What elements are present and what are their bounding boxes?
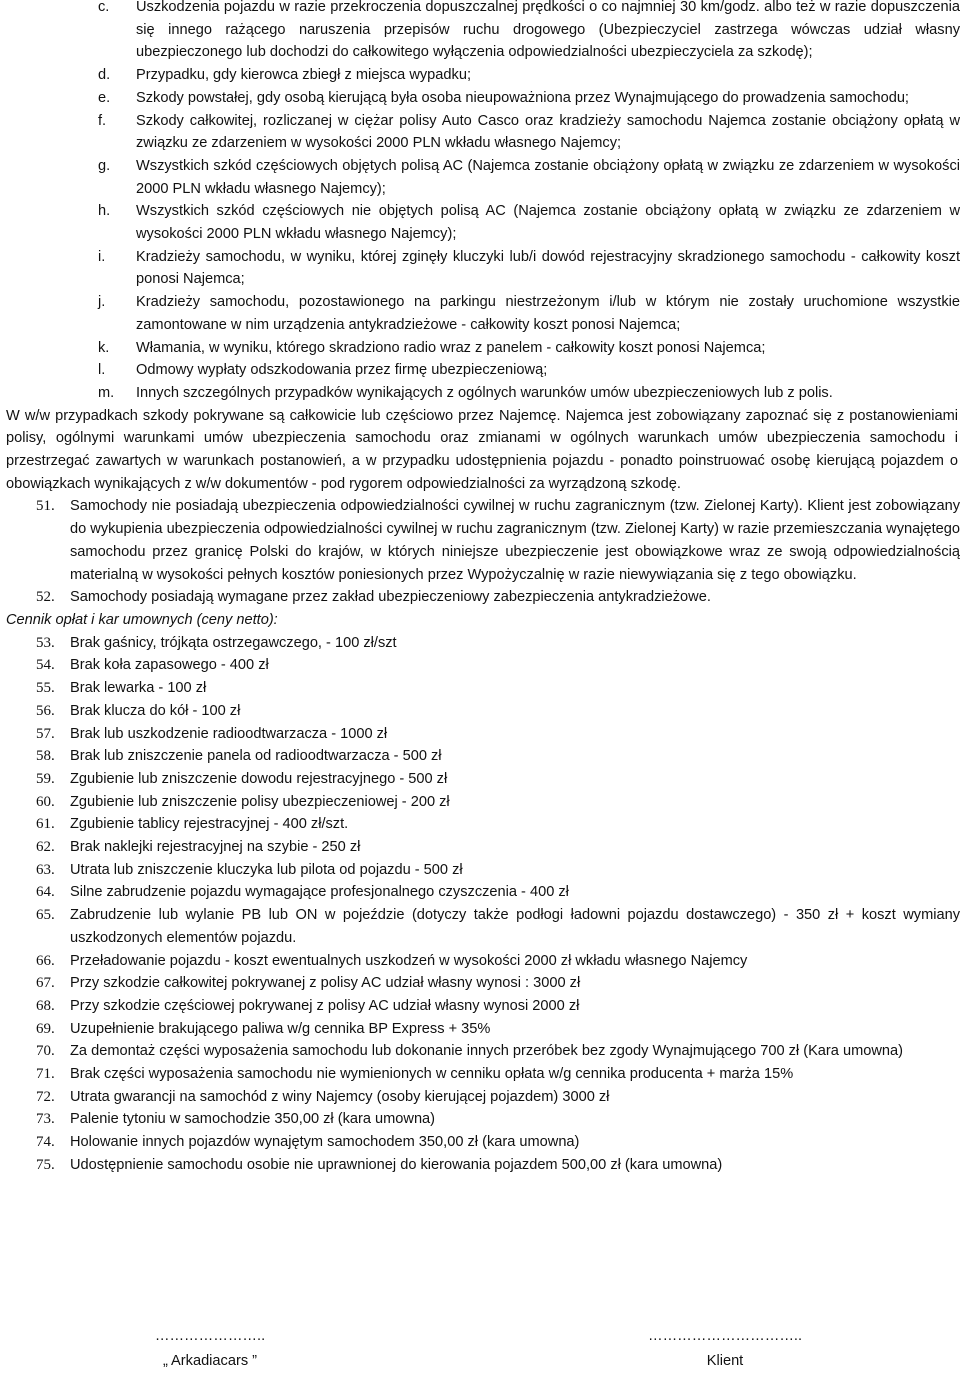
price-item	[36, 791, 960, 814]
price-item	[36, 723, 960, 746]
clause-item	[36, 586, 960, 609]
exclusion-item-marker: k.	[98, 339, 110, 356]
price-item-marker: 75.	[36, 1156, 55, 1173]
price-item-text: Przy szkodzie częściowej pokrywanej z polisy AC udział własny wynosi 2000 zł	[70, 997, 580, 1014]
price-item	[36, 632, 960, 655]
price-item-marker: 66.	[36, 952, 55, 969]
price-item	[36, 995, 960, 1018]
price-item-marker: 65.	[36, 907, 55, 924]
price-item-text: Utrata gwarancji na samochód z winy Najemcy (osoby kierującej pojazdem) 3000 zł	[70, 1088, 610, 1105]
exclusion-item-marker: l.	[98, 362, 106, 379]
exclusion-item-marker: h.	[98, 203, 111, 220]
price-list	[6, 632, 960, 1177]
exclusion-item-text: Wszystkich szkód częściowych objętych polisą AC (Najemca zostanie obciążony opłatą w związku ze zdarzeniem w wysokości 2000 PLN wkładu własnego Najemcy);	[136, 157, 960, 197]
clause-item-text: Samochody posiadają wymagane przez zakład ubezpieczeniowy zabezpieczenia antykradzieżowe.	[70, 589, 711, 606]
exclusions-list	[6, 0, 960, 405]
price-item-text: Zgubienie tablicy rejestracyjnej - 400 zł/szt.	[70, 816, 349, 833]
price-item	[36, 836, 960, 859]
price-item	[36, 1154, 960, 1177]
price-item-text: Utrata lub zniszczenie kluczyka lub pilota od pojazdu - 500 zł	[70, 861, 463, 878]
clause-item	[36, 495, 960, 586]
insurance-clauses-list	[6, 495, 960, 609]
price-item-text: Brak naklejki rejestracyjnej na szybie - 250 zł	[70, 839, 361, 856]
price-item-text: Przeładowanie pojazdu - koszt ewentualnych uszkodzeń w wysokości 2000 zł wkładu własnego Najemcy	[70, 952, 748, 969]
price-item-text: Silne zabrudzenie pojazdu wymagające profesjonalnego czyszczenia - 400 zł	[70, 884, 569, 901]
price-item	[36, 745, 960, 768]
price-item-marker: 70.	[36, 1043, 55, 1060]
price-item-text: Przy szkodzie całkowitej pokrywanej z polisy AC udział własny wynosi : 3000 zł	[70, 975, 581, 992]
price-item-marker: 53.	[36, 634, 55, 651]
price-item-text: Brak koła zapasowego - 400 zł	[70, 657, 269, 674]
price-item-marker: 63.	[36, 861, 55, 878]
exclusion-item-text: Kradzieży samochodu, pozostawionego na parkingu niestrzeżonym i/lub w którym nie zostały uruchomione wszystkie zamontowane w nim urządzenia antykradzieżowe - całkowity koszt ponosi Najemca;	[136, 294, 960, 333]
price-item-text: Za demontaż części wyposażenia samochodu lub dokonanie innych przeróbek bez zgody Wynajmującego 700 zł (Kara umowna)	[70, 1043, 903, 1060]
exclusion-item-text: Włamania, w wyniku, którego skradziono radio wraz z panelem - całkowity koszt ponosi Najemca;	[136, 339, 766, 356]
exclusion-item	[98, 87, 960, 110]
price-item-text: Udostępnienie samochodu osobie nie uprawnionej do kierowania pojazdem 500,00 zł (kara umowna)	[70, 1156, 723, 1173]
exclusion-item	[98, 291, 960, 336]
price-item-marker: 58.	[36, 748, 55, 765]
price-item-marker: 64.	[36, 884, 55, 901]
exclusion-item-text: Przypadku, gdy kierowca zbiegł z miejsca wypadku;	[136, 67, 471, 84]
signature-area	[0, 1325, 960, 1375]
price-item-marker: 73.	[36, 1111, 55, 1128]
exclusion-item	[98, 200, 960, 245]
price-item	[36, 950, 960, 973]
price-item-marker: 54.	[36, 657, 55, 674]
price-item	[36, 972, 960, 995]
price-item	[36, 1063, 960, 1086]
exclusion-item-marker: e.	[98, 89, 111, 106]
exclusion-item-text: Wszystkich szkód częściowych nie objętych polisą AC (Najemca zostanie obciążony opłatą w związku ze zdarzeniem w wysokości 2000 PLN wkładu własnego Najemcy);	[136, 203, 960, 243]
signature-line-client: …………………………..	[647, 1328, 803, 1344]
signature-company	[150, 1325, 270, 1372]
price-item-text: Brak lub uszkodzenie radioodtwarzacza - 1000 zł	[70, 725, 388, 742]
signature-line-company: …………………..	[154, 1328, 266, 1344]
price-item-marker: 74.	[36, 1134, 55, 1151]
price-item-marker: 62.	[36, 839, 55, 856]
price-item	[36, 813, 960, 836]
price-item-text: Palenie tytoniu w samochodzie 350,00 zł (kara umowna)	[70, 1111, 436, 1128]
price-item	[36, 881, 960, 904]
price-item	[36, 1086, 960, 1109]
price-item	[36, 700, 960, 723]
price-item-text: Zabrudzenie lub wylanie PB lub ON w pojeździe (dotyczy także podłogi ładowni pojazdu dostawczego) - 350 zł + koszt wymiany uszkodzonych elementów pojazdu.	[70, 907, 960, 946]
price-item-text: Uzupełnienie brakującego paliwa w/g cennika BP Express + 35%	[70, 1020, 491, 1037]
price-item-text: Zgubienie lub zniszczenie dowodu rejestracyjnego - 500 zł	[70, 770, 448, 787]
price-item-marker: 57.	[36, 725, 55, 742]
price-item	[36, 1108, 960, 1131]
exclusion-item-marker: j.	[98, 294, 106, 311]
price-item	[36, 859, 960, 882]
exclusion-item	[98, 359, 960, 382]
exclusion-item	[98, 155, 960, 200]
price-item	[36, 1040, 960, 1063]
exclusion-item	[98, 337, 960, 360]
exclusion-item-text: Szkody całkowitej, rozliczanej w ciężar polisy Auto Casco oraz kradzieży samochodu Najemca zostanie obciążony opłatą w związku ze zdarzeniem w wysokości 2000 PLN wkładu własnego Najemcy;	[136, 112, 960, 152]
price-list-heading: Cennik opłat i kar umownych (ceny netto):	[6, 611, 278, 628]
price-item-text: Brak lub zniszczenie panela od radioodtwarzacza - 500 zł	[70, 748, 442, 765]
clause-item-text: Samochody nie posiadają ubezpieczenia odpowiedzialności cywilnej w ruchu zagranicznym (tzw. Zielonej Karty). Klient jest zobowiązany do wykupienia ubezpieczenia odpowiedzialności cywilnej w ruchu zagranicznym (tzw. Zielonej Karty) w razie przemieszczania wynajętego samochodu przez granicę Polski do krajów, w których niniejsze ubezpieczenie jest obowiązkowe wraz ze swoją odpowiedzialnością materialną w wysokości pełnych kosztów poniesionych przez Wypożyczalnię w razie niewywiązania się z tego obowiązku.	[70, 498, 960, 583]
price-item-marker: 60.	[36, 793, 55, 810]
price-item-marker: 71.	[36, 1066, 55, 1083]
client-label: Klient	[706, 1352, 744, 1369]
price-item-text: Holowanie innych pojazdów wynajętym samochodem 350,00 zł (kara umowna)	[70, 1134, 580, 1151]
exclusion-item-text: Innych szczególnych przypadków wynikających z ogólnych warunków umów ubezpieczeniowych lub z polis.	[136, 384, 833, 401]
exclusion-item	[98, 246, 960, 291]
price-item-marker: 61.	[36, 816, 55, 833]
price-item-marker: 69.	[36, 1020, 55, 1037]
exclusion-item	[98, 382, 960, 405]
exclusion-item	[98, 110, 960, 155]
price-item-marker: 56.	[36, 702, 55, 719]
price-item	[36, 904, 960, 949]
exclusion-item-text: Szkody powstałej, gdy osobą kierującą była osoba nieupoważniona przez Wynajmującego do prowadzenia samochodu;	[136, 89, 909, 106]
price-item	[36, 768, 960, 791]
price-item	[36, 1131, 960, 1154]
exclusion-item-marker: m.	[98, 384, 115, 401]
price-item-marker: 67.	[36, 975, 55, 992]
price-item-text: Brak klucza do kół - 100 zł	[70, 702, 241, 719]
clause-item-marker: 52.	[36, 589, 55, 606]
exclusion-item-marker: f.	[98, 112, 107, 129]
exclusion-item-marker: d.	[98, 67, 111, 84]
exclusion-item-marker: g.	[98, 157, 111, 174]
price-item	[36, 654, 960, 677]
exclusion-item	[98, 0, 960, 64]
obligations-paragraph: W w/w przypadkach szkody pokrywane są całkowicie lub częściowo przez Najemcę. Najemca jest zobowiązany zapoznać się z postanowieniami polisy, ogólnymi warunkami umów ubezpieczenia samochodu oraz zmianami w ogólnych warunkach umów ubezpieczenia samochodu i przestrzegać zawartych w warunkach postanowień, a w przypadku udostępnienia pojazdu - ponadto poinstruować osobę kierującą pojazdem o obowiązkach wynikających z w/w dokumentów - pod rygorem odpowiedzialności za wyrządzoną szkodę.	[6, 407, 958, 492]
document-page	[6, 0, 960, 1177]
exclusion-item-text: Uszkodzenia pojazdu w razie przekroczenia dopuszczalnej prędkości o co najmniej 30 km/godz. albo też w razie dopuszczenia się innego rażącego naruszenia przepisów ruchu drogowego (Ubezpieczyciel zastrzega wówczas udział własny ubezpieczonego lub dochodzi do całkowitego wyłączenia odpowiedzialności ubezpieczyciela za szkodę);	[136, 0, 960, 61]
exclusion-item-marker: i.	[98, 248, 106, 265]
signature-client	[640, 1325, 810, 1372]
price-item-marker: 72.	[36, 1088, 55, 1105]
price-item	[36, 677, 960, 700]
exclusion-item-text: Odmowy wypłaty odszkodowania przez firmę ubezpieczeniową;	[136, 362, 548, 379]
price-item-text: Zgubienie lub zniszczenie polisy ubezpieczeniowej - 200 zł	[70, 793, 450, 810]
company-name: „ Arkadiacars ”	[162, 1352, 258, 1369]
price-item-marker: 55.	[36, 680, 55, 697]
exclusion-item-marker: c.	[98, 0, 110, 15]
exclusion-item-text: Kradzieży samochodu, w wyniku, której zginęły kluczyki lub/i dowód rejestracyjny skradzionego samochodu - całkowity koszt ponosi Najemca;	[136, 248, 960, 288]
exclusion-item	[98, 64, 960, 87]
price-item-text: Brak lewarka - 100 zł	[70, 680, 207, 697]
price-item-text: Brak części wyposażenia samochodu nie wymienionych w cenniku opłata w/g cennika producenta + marża 15%	[70, 1066, 794, 1083]
price-item	[36, 1018, 960, 1041]
clause-item-marker: 51.	[36, 498, 55, 515]
price-item-marker: 59.	[36, 770, 55, 787]
price-item-text: Brak gaśnicy, trójkąta ostrzegawczego, - 100 zł/szt	[70, 634, 397, 651]
price-item-marker: 68.	[36, 997, 55, 1014]
